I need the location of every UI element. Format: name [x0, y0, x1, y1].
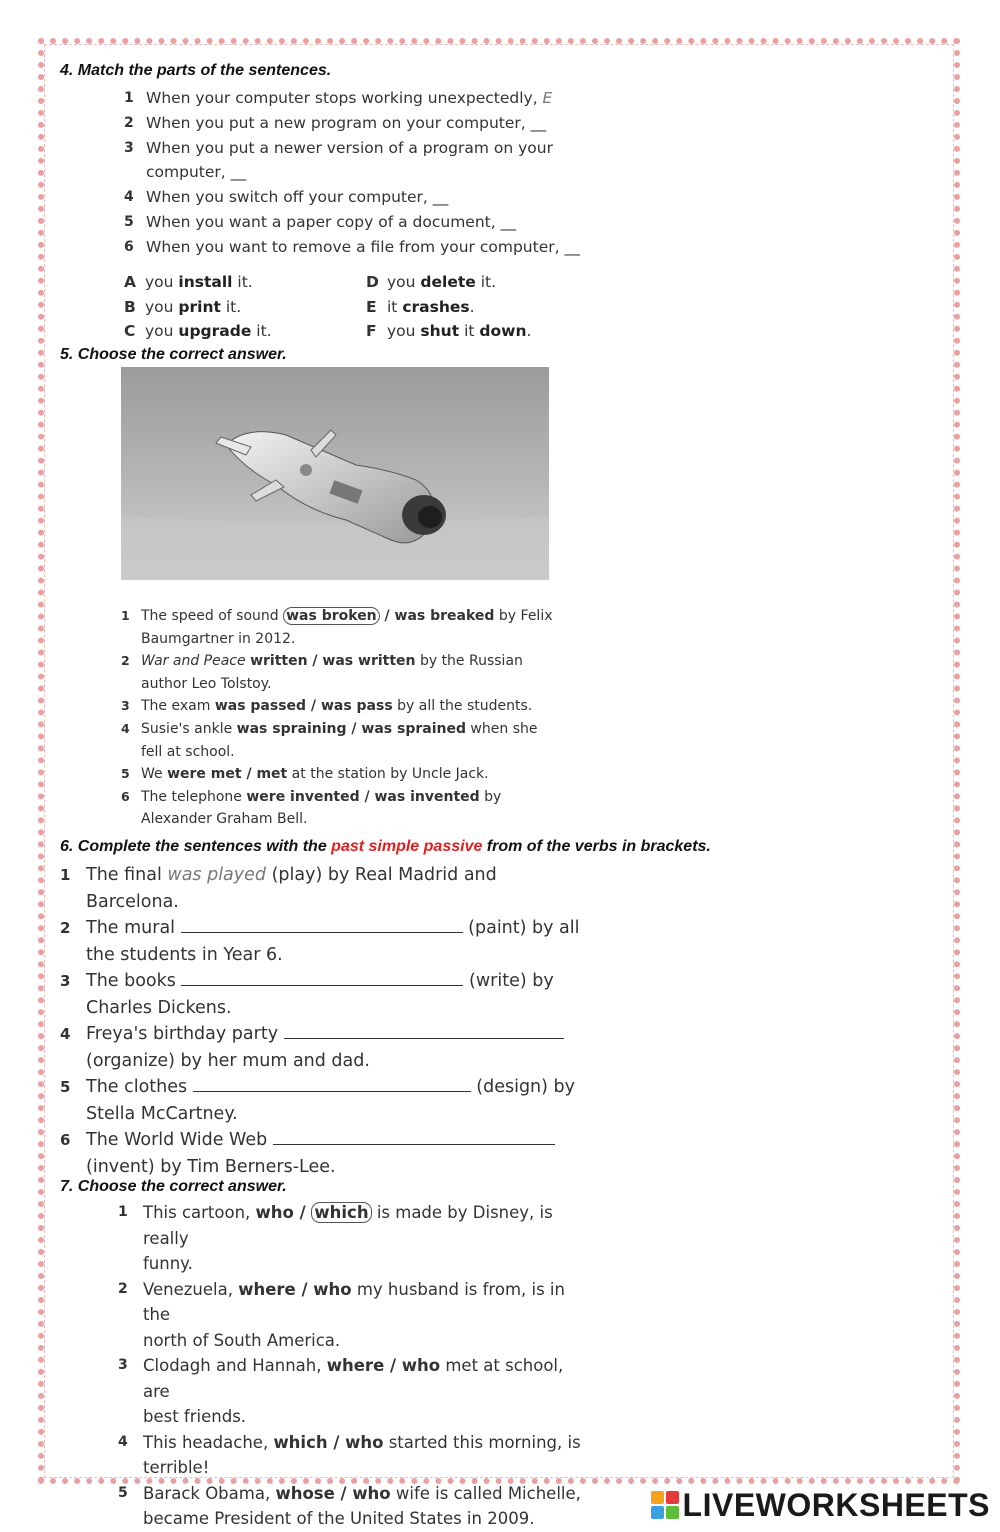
option-f: F you shut it down. — [366, 322, 532, 340]
choice-option[interactable]: were met — [167, 766, 242, 783]
list-item: 3 Clodagh and Hannah, where / who met at school, are — [118, 1353, 588, 1404]
logo-square — [651, 1491, 664, 1504]
list-item: 5 The clothes (design) by — [60, 1074, 580, 1101]
list-item-continuation: fell at school. — [141, 743, 235, 760]
choice-option[interactable]: where — [238, 1279, 296, 1299]
choice-option-selected[interactable]: was broken — [283, 607, 380, 625]
choice-option[interactable]: was passed — [214, 698, 307, 715]
item-text: When you want a paper copy of a document, __ — [146, 212, 517, 231]
liveworksheets-logo[interactable] — [651, 1488, 990, 1522]
item-text: When you put a new program on your computer, __ — [146, 113, 547, 132]
option-e: E it crashes. — [366, 297, 475, 316]
list-item-continuation: funny. — [143, 1254, 193, 1273]
answer-blank[interactable] — [193, 1075, 471, 1092]
item-text: When you switch off your computer, __ — [146, 188, 449, 207]
logo-square — [666, 1491, 679, 1504]
list-item-continuation: Baumgartner in 2012. — [141, 630, 296, 647]
item-text: When you want to remove a file from your computer, __ — [146, 237, 580, 256]
skydiver-photo — [121, 367, 549, 580]
choice-option[interactable]: who — [313, 1279, 352, 1299]
option-a: A you install it. — [124, 273, 253, 291]
item-number: 1 — [124, 90, 134, 106]
choice-option[interactable]: was spraining — [236, 720, 347, 737]
item-number: 1 — [60, 866, 71, 884]
answer-blank[interactable] — [273, 1128, 555, 1145]
item-text: When you put a newer version of a program on your — [146, 138, 553, 157]
choice-option[interactable]: was sprained — [361, 720, 466, 737]
choice-option[interactable]: was written — [322, 653, 416, 670]
list-item-continuation: Stella McCartney. — [86, 1103, 238, 1124]
logo-square — [666, 1506, 679, 1519]
item-number: 6 — [124, 238, 134, 255]
list-item: 4 This headache, which / who started this morning, is — [118, 1430, 588, 1456]
item-number: 3 — [121, 698, 130, 714]
answer-text[interactable]: E — [542, 89, 553, 107]
list-item: 4 Freya's birthday party — [60, 1021, 580, 1048]
ex7-heading: 7. Choose the correct answer. — [60, 1178, 287, 1195]
option-c: C you upgrade it. — [124, 322, 272, 340]
list-item — [124, 235, 594, 260]
item-number: 2 — [60, 919, 71, 937]
choice-option[interactable]: who — [345, 1432, 384, 1452]
list-item-continuation: (organize) by her mum and dad. — [86, 1050, 370, 1071]
item-number: 4 — [121, 720, 130, 736]
item-number: 2 — [124, 114, 134, 131]
list-item — [124, 86, 594, 111]
list-item — [124, 210, 594, 235]
list-item: 2 War and Peace written / was written by the Russian — [121, 650, 561, 673]
item-number: 3 — [60, 972, 71, 990]
logo-square — [651, 1506, 664, 1519]
list-item-continuation: the students in Year 6. — [86, 944, 283, 965]
item-number: 4 — [60, 1025, 71, 1043]
item-number: 4 — [118, 1433, 128, 1450]
ex5-heading: 5. Choose the correct answer. — [60, 346, 287, 363]
item-number: 2 — [118, 1280, 128, 1297]
answer-blank[interactable] — [181, 969, 463, 986]
item-number: 1 — [118, 1204, 128, 1220]
choice-option[interactable]: where — [326, 1356, 385, 1375]
item-number: 4 — [124, 189, 134, 206]
list-item — [124, 185, 594, 210]
item-number: 5 — [124, 213, 134, 230]
choice-option[interactable]: was pass — [320, 698, 393, 715]
list-item: 2 The mural (paint) by all — [60, 915, 580, 942]
item-number: 1 — [121, 608, 130, 623]
list-item-continuation: terrible! — [143, 1458, 210, 1477]
list-item — [124, 136, 594, 161]
choice-option[interactable]: whose — [275, 1483, 335, 1503]
example-answer: was played — [167, 865, 267, 885]
answer-blank[interactable] — [284, 1022, 564, 1039]
choice-option[interactable]: who — [401, 1356, 441, 1375]
list-item-continuation: author Leo Tolstoy. — [141, 675, 272, 692]
list-item: 1 This cartoon, who / which is made by Disney, is really — [118, 1200, 588, 1251]
item-number: 6 — [121, 788, 130, 804]
ex5-list — [121, 605, 561, 831]
item-number: 6 — [60, 1131, 71, 1149]
list-item: 1 The speed of sound was broken / was breaked by Felix — [121, 605, 561, 628]
list-item-continuation: Alexander Graham Bell. — [141, 811, 308, 828]
item-number: 5 — [121, 766, 130, 782]
list-item — [124, 111, 594, 136]
logo-text: LIVEWORKSHEETS — [682, 1486, 990, 1523]
list-item-continuation: became President of the United States in 2009. — [143, 1509, 535, 1528]
item-text: computer, __ — [146, 163, 247, 182]
choice-option[interactable]: were invented — [246, 788, 360, 805]
item-number: 5 — [118, 1484, 128, 1501]
list-item: 6 The World Wide Web — [60, 1127, 580, 1154]
list-item-continuation: north of South America. — [143, 1330, 341, 1350]
ex7-list — [118, 1200, 588, 1532]
option-d: D you delete it. — [366, 273, 497, 291]
list-item: 1 The final was played (play) by Real Madrid and Barcelona. — [60, 862, 580, 915]
choice-option[interactable]: who — [255, 1203, 294, 1222]
ex6-heading: 6. Complete the sentences with the past simple passive from of the verbs in brackets. — [60, 838, 711, 855]
choice-option[interactable]: was breaked — [394, 608, 495, 624]
choice-option[interactable]: which — [273, 1432, 328, 1452]
item-text: When your computer stops working unexpectedly, E — [146, 89, 553, 107]
item-number: 3 — [118, 1357, 128, 1373]
list-item: 5 Barack Obama, whose / who wife is called Michelle, — [118, 1481, 588, 1507]
list-item-continuation: Charles Dickens. — [86, 997, 232, 1018]
list-item: 6 The telephone were invented / was invented by — [121, 786, 561, 809]
ex4-heading: 4. Match the parts of the sentences. — [60, 62, 332, 79]
item-number: 3 — [124, 139, 134, 156]
option-b: B you print it. — [124, 297, 242, 316]
choice-option[interactable]: written — [250, 653, 308, 670]
answer-blank[interactable] — [181, 916, 463, 933]
list-item: 5 We were met / met at the station by Uncle Jack. — [121, 763, 561, 786]
list-item: 4 Susie's ankle was spraining / was sprained when she — [121, 718, 561, 741]
ex6-list — [60, 862, 580, 1180]
choice-option-selected[interactable]: which — [311, 1202, 371, 1223]
list-item-continuation: best friends. — [143, 1407, 247, 1426]
list-item-continuation — [124, 160, 594, 185]
item-number: 5 — [60, 1078, 71, 1096]
item-number: 2 — [121, 653, 130, 669]
choice-option[interactable]: who — [352, 1483, 391, 1503]
list-item-continuation: (invent) by Tim Berners-Lee. — [86, 1156, 336, 1177]
list-item: 3 The exam was passed / was pass by all the students. — [121, 695, 561, 718]
ex4-options — [124, 270, 564, 344]
choice-option[interactable]: was invented — [374, 788, 480, 805]
choice-option[interactable]: met — [256, 766, 288, 783]
logo-icon — [651, 1491, 679, 1519]
ex4-list — [124, 86, 594, 260]
list-item: 2 Venezuela, where / who my husband is from, is in the — [118, 1277, 588, 1328]
list-item: 3 The books (write) by — [60, 968, 580, 995]
